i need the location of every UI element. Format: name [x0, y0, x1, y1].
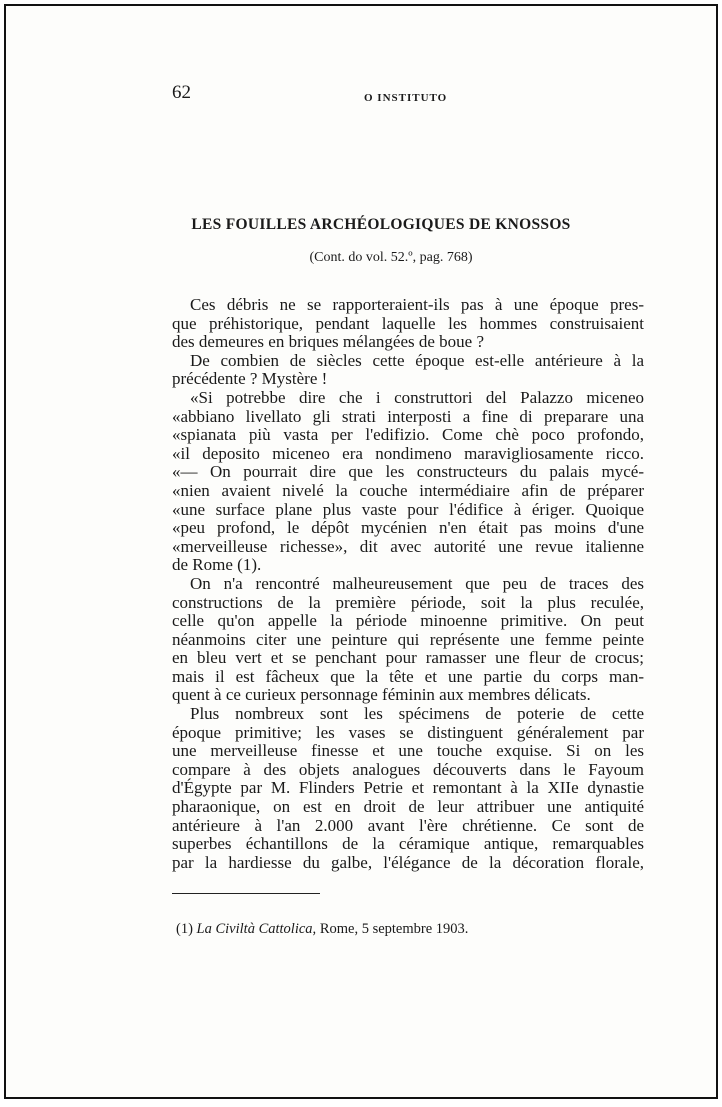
body-line: «il deposito miceneo era nondimeno maravigliosamente ricco. [172, 443, 644, 463]
body-line: «— On pourrait dire que les constructeurs du palais mycé- [172, 462, 644, 482]
footnote-divider [172, 893, 320, 894]
body-line: néanmoins citer une peinture qui représente une femme peinte [172, 629, 644, 649]
body-line: de Rome (1). [172, 555, 262, 575]
body-line: «spianata più vasta per l'edifizio. Come chè poco profondo, [172, 425, 644, 445]
footnote-text: Rome, 5 septembre 1903. [319, 921, 469, 937]
body-line: d'Égypte par M. Flinders Petrie et remontant à la XIIe dynastie [172, 778, 644, 798]
body-line: des demeures en briques mélangées de boue ? [172, 332, 485, 352]
body-line: que préhistorique, pendant laquelle les hommes construisaient [172, 313, 644, 333]
page-number: 62 [172, 82, 191, 103]
body-line: «Si potrebbe dire che i construttori del Palazzo miceneo [190, 387, 644, 407]
body-line: superbes échantillons de la céramique antique, remarquables [172, 834, 644, 854]
body-line: «nien avaient nivelé la couche intermédiaire afin de préparer [172, 480, 644, 500]
body-line: «merveilleuse richesse», dit avec autorité une revue italienne [172, 536, 644, 556]
body-line: «une surface plane plus vaste pour l'édifice à ériger. Quoique [172, 499, 644, 519]
body-line: De combien de siècles cette époque est-elle antérieure à la [190, 350, 644, 370]
footnote-marker: (1) [176, 921, 193, 937]
body-line: Plus nombreux sont les spécimens de poterie de cette [190, 704, 644, 724]
article-title: LES FOUILLES ARCHÉOLOGIQUES DE KNOSSOS [191, 216, 571, 233]
footnote-source: La Civiltà Cattolica, [196, 921, 317, 937]
article-body [172, 296, 644, 872]
article-continuation: (Cont. do vol. 52.º, pag. 768) [309, 250, 473, 265]
body-line: quent à ce curieux personnage féminin aux membres délicats. [172, 685, 591, 705]
body-line: «peu profond, le dépôt mycénien n'en était pas moins d'une [172, 518, 644, 538]
body-line: en bleu vert et se penchant pour ramasser une fleur de crocus; [172, 648, 644, 668]
body-line: Ces débris ne se rapporteraient-ils pas à une époque pres- [190, 295, 644, 314]
body-line: celle qu'on appelle la période minoenne primitive. On peut [172, 611, 644, 631]
body-line: antérieure à l'an 2.000 avant l'ère chrétienne. Ce sont de [172, 815, 644, 835]
body-line: «abbiano livellato gli strati interposti a fine di preparare una [172, 406, 644, 426]
body-line: précédente ? Mystère ! [172, 369, 328, 389]
footnote [176, 921, 468, 938]
body-line: époque primitive; les vases se distinguent généralement par [172, 722, 644, 742]
body-line: On n'a rencontré malheureusement que peu de traces des [190, 573, 644, 593]
body-line: pharaonique, on est en droit de leur attribuer une antiquité [172, 797, 644, 817]
document-page [4, 4, 718, 1099]
body-line: constructions de la première période, soit la plus reculée, [172, 592, 644, 612]
body-line: par la hardiesse du galbe, l'élégance de la décoration florale, [172, 852, 644, 872]
running-title: O INSTITUTO [364, 92, 448, 104]
body-line: une merveilleuse finesse et une touche exquise. Si on les [172, 741, 644, 761]
body-line: compare à des objets analogues découverts dans le Fayoum [172, 759, 644, 779]
body-line: mais il est fâcheux que la tête et une partie du corps man- [172, 666, 644, 686]
